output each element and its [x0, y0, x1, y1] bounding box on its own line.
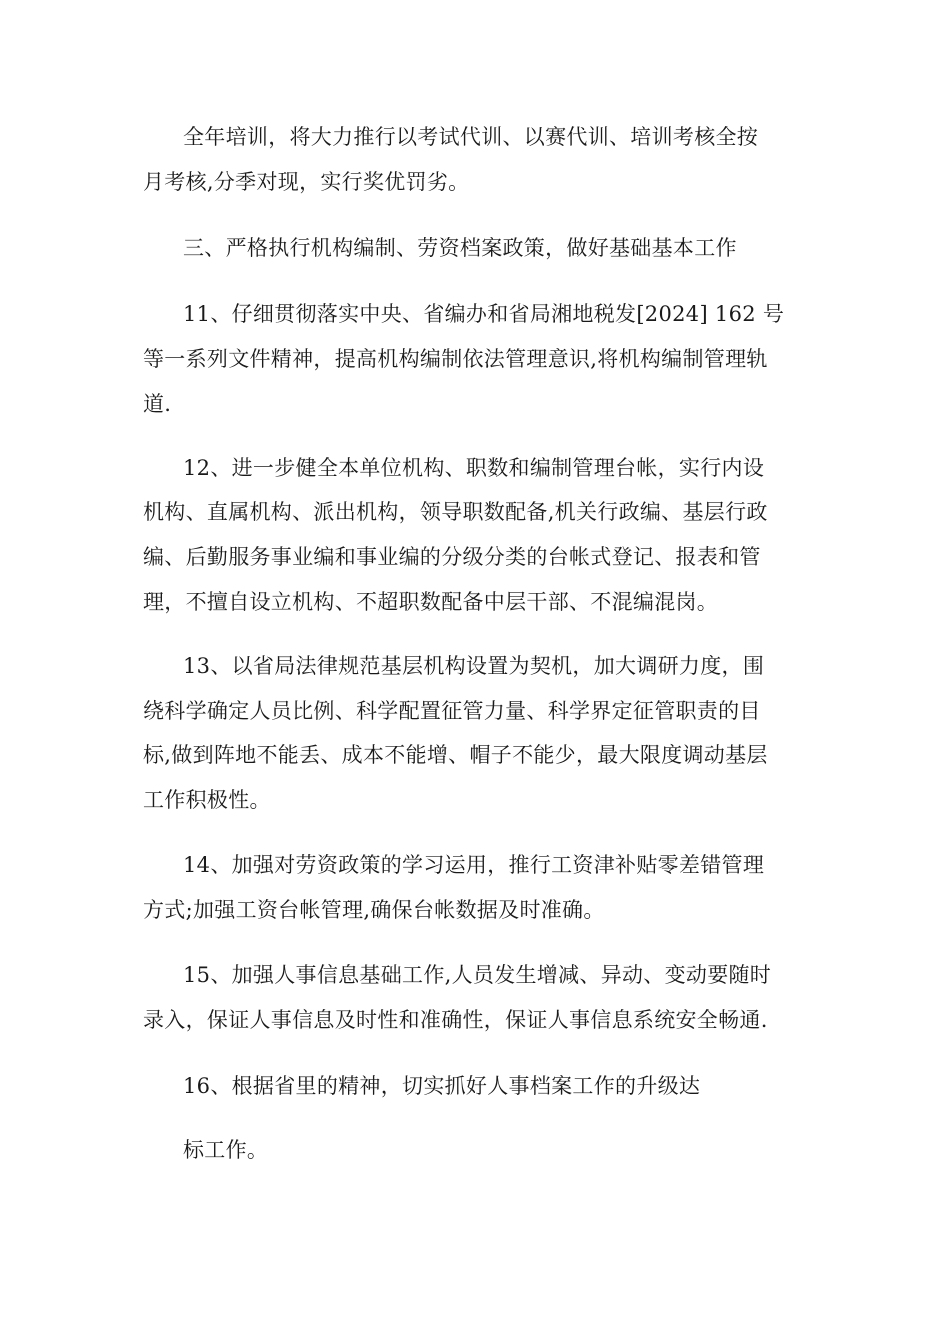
paragraph-line: 工作积极性。 — [143, 788, 271, 812]
paragraph-line: 月考核,分季对现，实行奖优罚劣。 — [143, 170, 470, 194]
paragraph-line: 绕科学确定人员比例、科学配置征管力量、科学界定征管职责的目 — [143, 699, 761, 723]
paragraph-line: 16、根据省里的精神，切实抓好人事档案工作的升级达 — [183, 1074, 701, 1098]
paragraph-line: 编、后勤服务事业编和事业编的分级分类的台帐式登记、报表和管 — [143, 545, 761, 569]
paragraph-line: 11、仔细贯彻落实中央、省编办和省局湘地税发[2024] 162 号 — [183, 302, 785, 326]
paragraph-line: 全年培训，将大力推行以考试代训、以赛代训、培训考核全按 — [183, 125, 759, 149]
paragraph-line: 理，不擅自设立机构、不超职数配备中层干部、不混编混岗。 — [143, 590, 719, 614]
paragraph-line: 录入，保证人事信息及时性和准确性，保证人事信息系统安全畅通. — [143, 1008, 768, 1032]
paragraph-line: 等一系列文件精神，提高机构编制依法管理意识,将机构编制管理轨 — [143, 347, 768, 371]
paragraph-line: 标工作。 — [183, 1138, 269, 1162]
paragraph-line: 14、加强对劳资政策的学习运用，推行工资津补贴零差错管理 — [183, 853, 765, 877]
section-heading: 三、严格执行机构编制、劳资档案政策，做好基础基本工作 — [183, 236, 737, 260]
paragraph-line: 15、加强人事信息基础工作,人员发生增减、异动、变动要随时 — [183, 963, 772, 987]
paragraph-line: 13、以省局法律规范基层机构设置为契机，加大调研力度，围 — [183, 654, 765, 678]
paragraph-line: 道. — [143, 392, 172, 416]
paragraph-line: 方式;加强工资台帐管理,确保台帐数据及时准确。 — [143, 898, 605, 922]
paragraph-line: 标,做到阵地不能丢、成本不能增、帽子不能少，最大限度调动基层 — [143, 743, 768, 767]
paragraph-line: 机构、直属机构、派出机构，领导职数配备,机关行政编、基层行政 — [143, 500, 768, 524]
paragraph-line: 12、进一步健全本单位机构、职数和编制管理台帐，实行内设 — [183, 456, 765, 480]
